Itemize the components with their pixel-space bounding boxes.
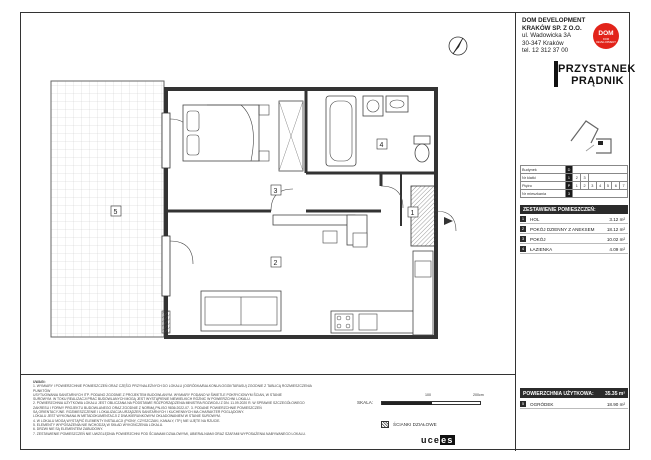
row-label: Nr klatki [521, 174, 566, 182]
washing-machine [363, 96, 383, 116]
partition-wall-legend-icon [381, 421, 389, 428]
notes-heading: UWAGI: [33, 380, 46, 384]
room-area: 4.09 m² [609, 246, 625, 252]
cell: 1 [573, 182, 581, 190]
rooms-header: ZESTAWIENIE POMIESZCZEŃ: [520, 205, 628, 214]
company-city: 30-347 Kraków [522, 39, 564, 47]
scale-bar [381, 401, 481, 405]
room-area: 3.12 m² [609, 216, 625, 222]
room-num: 5 [521, 401, 525, 406]
room-row-1 [520, 215, 628, 224]
ucees-logo [421, 435, 455, 445]
note-line: SUROWYM. W TOKU REALIZACJI PRAC BUDOWLANYCH MOGĄ JEST WYSTĄPIENIE NIEWIELKICH RÓŻNIC W POWIERZCHNI LOKALU. [33, 397, 251, 402]
room-num: 3 [521, 236, 525, 241]
table-row [521, 174, 628, 182]
room-num: 2 [521, 226, 525, 231]
note-line: 5. ELEMENTY WYPOSAŻENIA NIE WCHODZĄ W SKŁAD WYKOŃCZENIA LOKALU. [33, 422, 164, 427]
dom-logo-text: DOM [598, 30, 614, 37]
row-label: Budynek [521, 166, 566, 174]
key-plan-thumbnail [566, 111, 626, 163]
room-number-1: 1 [410, 210, 415, 217]
table-row [521, 182, 628, 190]
note-line: SĄ ORIENTACYJNE. ROZMIESZCZENIE I LOKALIZACJA URZĄDZEŃ SANITARNYCH I KUCHENNYCH MA CHARAKTER POGLĄDOWY. [33, 410, 245, 415]
notes-band [21, 374, 515, 451]
room-name: POKÓJ [530, 236, 546, 242]
room-row-3 [520, 235, 628, 244]
cell: 3 [565, 190, 573, 198]
room-name: ŁAZIENKA [530, 246, 553, 252]
project-brand [558, 63, 636, 87]
chair [353, 233, 367, 247]
room-area: 18.12 m² [606, 226, 625, 232]
room-name: HOL [530, 216, 540, 222]
room-number-5: 5 [113, 209, 118, 216]
cell: 3 [581, 174, 589, 182]
notes [33, 380, 323, 436]
room-area: 10.02 m² [606, 236, 625, 242]
room-row-4 [520, 245, 628, 254]
room-number-2: 2 [273, 260, 278, 267]
room-num: 4 [521, 246, 525, 251]
north-arrow-icon [447, 35, 469, 57]
legend-label: ŚCIANKI DZIAŁOWE [393, 422, 437, 427]
room-number-3: 3 [273, 188, 278, 195]
note-line: 7. ZESTAWIENIE POMIESZCZEŃ NIE UWZGLĘDNIA POWIERZCHNI POD ŚCIANAMI DZIAŁOWYMI, UBIERALNIAMI ORAZ SZAFAMI WYPOSAŻENIA NABYWANEGO LOKALU. [33, 431, 306, 436]
cell: D [565, 166, 573, 174]
scale-label: SKALA: [357, 400, 374, 405]
cell: 2 [581, 182, 589, 190]
table-row [521, 190, 628, 198]
cell: 3 [588, 182, 596, 190]
company-name: DOM DEVELOPMENT [522, 17, 586, 24]
cell: 4 [596, 182, 604, 190]
room-area: 18.90 m² [606, 401, 625, 407]
company-street: ul. Wadowicka 3A [522, 32, 571, 40]
info-panel [515, 13, 636, 451]
brand-line-2: PRĄDNIK [571, 75, 624, 87]
room-num: 1 [521, 216, 525, 221]
total-label: POWIERZCHNIA UŻYTKOWA: [523, 390, 594, 397]
room-number-4: 4 [379, 142, 384, 149]
dom-logo [593, 23, 619, 49]
note-line: USYTUOWANIA SANITARNYCH ITP. PODANO ZGODNIE Z PROJEKTEM BUDOWLANYM. WYMIARY PODANO W ŚWIETLE POKRYCIOWYM ŚCIAN, W STANIE [33, 392, 282, 397]
room-name: OGRÓDEK [530, 401, 554, 407]
scale-end: 200cm [473, 393, 484, 397]
cell: 1 [565, 174, 573, 182]
building-info-table [520, 165, 628, 198]
cell: 6 [612, 182, 620, 190]
company-address [522, 17, 585, 55]
desk [273, 215, 355, 225]
dom-logo-subtext: DOM DEVELOPMENT [596, 38, 616, 44]
row-label: Piętro [521, 182, 566, 190]
company-name-2: KRAKÓW SP. Z O.O. [522, 24, 582, 32]
table-row [521, 166, 628, 174]
note-line: ZAKRESU I FORMY PROJEKTU BUDOWLANEGO ORAZ ZGODNIE Z NORMĄ PN-ISO 9836:2022-07. 3. PODANE POWIERZCHNIE POMIESZCZEŃ [33, 405, 262, 410]
note-line: 4. W LOKALU MOGĄ WYSTĄPIĆ ELEMENTY INSTALACJI (PIONY, CZYSZCZAKI, KANAŁY, ITP.) NIE UJĘTE NA RZUCIE. [33, 418, 221, 423]
total-value: 35.35 m² [604, 390, 625, 397]
garden-area [51, 81, 164, 337]
cell: 7 [620, 182, 628, 190]
ucees-part-1: uce [421, 435, 441, 445]
note-line: 1. WYMIARY I POWIERZCHNIE POMIESZCZEŃ ORAZ CZĘŚCI PRZYNALEŻNYCH DO LOKALU (OGRÓDKA/BALKONU/LOGGII/TARASU) ZGODNIE Z TABLICĄ ROZMIESZCZENIA PUNKTÓW [33, 384, 312, 393]
floor-plan-drawing [41, 61, 496, 361]
company-phone: tel. 12 312 37 00 [522, 47, 569, 55]
bathroom-sink [386, 96, 408, 112]
cell: 5 [604, 182, 612, 190]
ucees-part-2: es [441, 435, 454, 445]
note-line: 6. DRZWI NIE SĄ ELEMENTEM ZABUDOWY. [33, 427, 104, 432]
room-name: POKÓJ DZIENNY Z ANEKSEM [530, 226, 595, 232]
cell: 2 [573, 174, 581, 182]
room-row-2 [520, 225, 628, 234]
note-line: LOKALU JEST WYKONANA W METADOKUMENTACJI Z DWUKIERUNKOWYM OKŁADOWANIEM W STANIE SUROWYM. [33, 414, 221, 419]
note-line: 2. POWIERZCHNIA UŻYTKOWA LOKALU JEST OBLICZANA NA PODSTAWIE ROZPORZĄDZENIA MINISTRA ROZWOJU Z DN. 11.09.2020 R. W SPRAWIE SZCZEGÓŁOWEGO [33, 401, 305, 406]
toilet [414, 136, 430, 144]
row-label: Nr mieszkania [521, 190, 566, 198]
brand-line-1: PRZYSTANEK [558, 63, 636, 75]
floor-plan-sheet [20, 12, 636, 450]
scale-mid: 100 [425, 393, 431, 397]
cell: P [565, 182, 573, 190]
total-area [520, 388, 628, 398]
garden-row [520, 400, 628, 409]
